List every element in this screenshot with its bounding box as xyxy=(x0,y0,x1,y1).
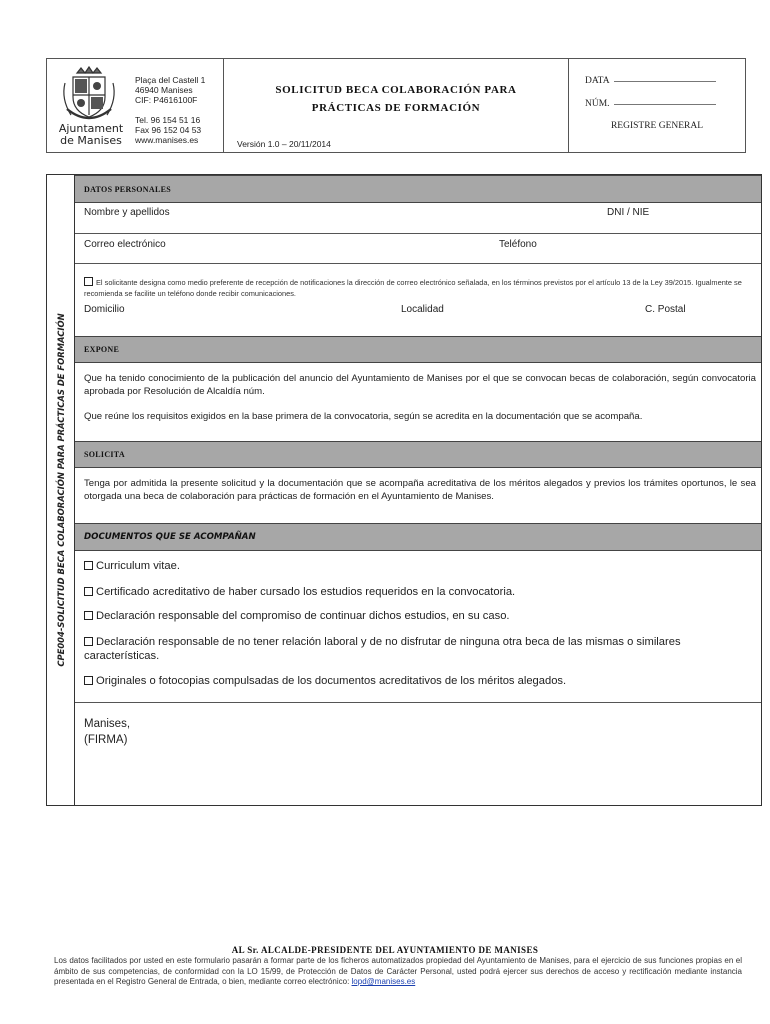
address-line: Plaça del Castell 1 xyxy=(135,75,206,85)
header-divider xyxy=(568,59,569,152)
signature-place: Manises, xyxy=(84,718,131,730)
title-line: SOLICITUD BECA COLABORACIÓN PARA xyxy=(275,84,517,96)
correo-label: Correo electrónico xyxy=(84,239,166,250)
registry-number-label: NÚM. xyxy=(585,99,610,109)
notificacion-checkbox[interactable] xyxy=(84,277,93,286)
form-title xyxy=(227,81,565,117)
document-item xyxy=(84,609,756,623)
signature-label: (FIRMA) xyxy=(84,734,128,746)
section-header-documentos xyxy=(75,523,761,551)
document-checkbox[interactable] xyxy=(84,587,93,596)
document-item xyxy=(84,559,756,573)
document-checkbox[interactable] xyxy=(84,611,93,620)
document-checkbox[interactable] xyxy=(84,561,93,570)
sidebar-code-strip xyxy=(47,175,75,805)
section-header-expone xyxy=(75,336,761,363)
phone-line: Tel. 96 154 51 16 xyxy=(135,115,201,125)
nombre-label: Nombre y apellidos xyxy=(84,207,170,218)
document-item xyxy=(84,585,756,599)
notificacion-consent xyxy=(84,277,754,299)
telefono-label: Teléfono xyxy=(499,239,537,250)
addressee-title: AL Sr. ALCALDE-PRESIDENTE DEL AYUNTAMIENTO DE MANISES xyxy=(231,945,539,955)
section-title: EXPONE xyxy=(84,345,120,354)
section-title: SOLICITA xyxy=(84,450,125,459)
expone-paragraph-1: Que ha tenido conocimiento de la publicación del anuncio del Ayuntamiento de Manises por el que se convocan becas de colaboración, según convocatoria aprobada por Resolución de Alcaldía núm. xyxy=(84,373,756,397)
dni-label: DNI / NIE xyxy=(607,207,650,218)
org-name-line: de Manises xyxy=(60,134,122,147)
form-header xyxy=(46,58,746,153)
domicilio-label: Domicilio xyxy=(84,304,125,315)
header-divider xyxy=(223,59,224,152)
org-name-line: Ajuntament xyxy=(58,122,124,135)
signature-block[interactable] xyxy=(84,716,130,748)
expone-paragraph-2: Que reúne los requisitos exigidos en la base primera de la convocatoria, según se acredita en la documentación que se acompaña. xyxy=(84,411,643,422)
address-line: 46940 Manises xyxy=(135,85,193,95)
version-label: Versión 1.0 – 20/11/2014 xyxy=(237,139,331,149)
document-item xyxy=(84,674,756,688)
document-label: Curriculum vitae. xyxy=(96,560,180,572)
registry-date-field xyxy=(585,76,716,86)
section-title: DOCUMENTOS QUE SE ACOMPAÑAN xyxy=(84,532,256,542)
title-line: PRÁCTICAS DE FORMACIÓN xyxy=(311,102,481,114)
document-checkbox[interactable] xyxy=(84,676,93,685)
row-divider xyxy=(75,263,761,264)
coat-of-arms-icon xyxy=(57,65,121,125)
cpostal-label: C. Postal xyxy=(645,304,686,315)
cif-line: CIF: P4616100F xyxy=(135,95,198,105)
registry-general-label: REGISTRE GENERAL xyxy=(610,121,704,131)
row-divider xyxy=(75,233,761,234)
section-header-datos-personales xyxy=(75,175,761,203)
privacy-text: Los datos facilitados por usted en este formulario pasarán a formar parte de los ficheros automatizados propiedad del Ayuntamiento de Manises, para el ejercicio de sus funciones propias en el ámbito de sus competencias, de conformidad con la LO 15/99, de Protección de Datos de Carácter Personal, usted podrá ejercer sus derechos de acceso y rectificación mediante instancia presentada en el Registro General de Entrada, o bien, mediante correo electrónico: xyxy=(54,956,742,986)
document-label: Declaración responsable del compromiso de continuar dichos estudios, en su caso. xyxy=(96,610,510,622)
fill-line xyxy=(614,81,716,82)
fax-line: Fax 96 152 04 53 xyxy=(135,125,202,135)
document-checkbox[interactable] xyxy=(84,637,93,646)
address-block xyxy=(135,75,205,105)
fill-line xyxy=(614,104,716,105)
document-item xyxy=(84,635,756,663)
localidad-label: Localidad xyxy=(401,304,444,315)
document-label: Certificado acreditativo de haber cursado los estudios requeridos en la convocatoria. xyxy=(96,586,516,598)
form-code-label: CPE004-SOLICITUD BECA COLABORACIÓN PARA PRÁCTICAS DE FORMACIÓN xyxy=(56,313,66,667)
solicita-paragraph: Tenga por admitida la presente solicitud y la documentación que se acompaña acreditativa de los méritos alegados y previos los trámites oportunos, le sea otorgada una beca de colaboración para prácticas de formación en el Ayuntamiento de Manises. xyxy=(84,478,756,502)
notificacion-text: El solicitante designa como medio preferente de recepción de notificaciones la dirección de correo electrónico señalada, en los términos previstos por el artículo 13 de la Ley 39/2015. Igualmente se recomienda se facilite un teléfono donde recibir comunicaciones. xyxy=(84,278,742,298)
application-form xyxy=(46,174,762,806)
document-label: Originales o fotocopias compulsadas de los documentos acreditativos de los méritos alegados. xyxy=(96,675,567,687)
privacy-email-link[interactable]: lopd@manises.es xyxy=(351,977,416,986)
section-title: DATOS PERSONALES xyxy=(84,185,171,194)
contact-block xyxy=(135,115,201,145)
privacy-notice xyxy=(54,956,742,988)
registry-date-label: DATA xyxy=(585,76,610,86)
organization-name xyxy=(51,123,131,147)
registry-number-field xyxy=(585,99,716,109)
section-header-solicita xyxy=(75,441,761,468)
website-line: www.manises.es xyxy=(135,135,199,145)
document-label: Declaración responsable de no tener relación laboral y de no disfrutar de ninguna otra beca de las mismas o similares características. xyxy=(84,636,681,662)
signature-divider xyxy=(75,702,761,703)
